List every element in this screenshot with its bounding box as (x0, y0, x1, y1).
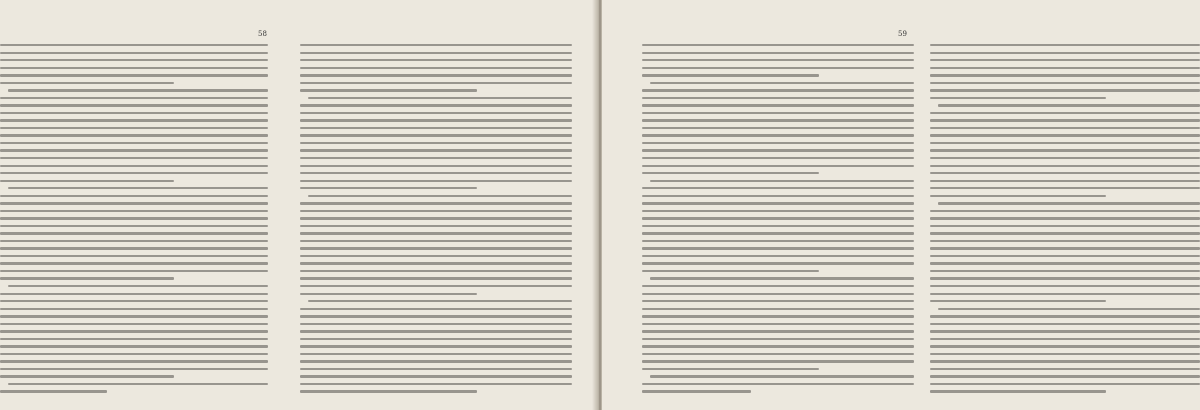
text-line (930, 383, 1200, 385)
text-line (300, 157, 572, 159)
text-line (0, 390, 107, 392)
text-line (930, 390, 1106, 392)
text-line (642, 172, 819, 174)
text-line (930, 142, 1200, 144)
text-line (300, 383, 572, 385)
text-line (300, 149, 572, 151)
text-line (930, 180, 1200, 182)
text-line (0, 277, 174, 279)
text-line (0, 240, 268, 242)
text-line (0, 59, 268, 61)
text-line (0, 270, 268, 272)
text-line (642, 127, 914, 129)
text-line (642, 44, 914, 46)
text-line (642, 338, 914, 340)
text-line (642, 59, 914, 61)
text-line (0, 368, 268, 370)
text-line (930, 67, 1200, 69)
text-line (0, 134, 268, 136)
text-line (8, 89, 268, 91)
text-line (300, 119, 572, 121)
text-line (938, 104, 1200, 106)
text-line (300, 277, 572, 279)
text-line (642, 187, 914, 189)
left-page-column-1 (0, 44, 268, 394)
text-line (930, 172, 1200, 174)
text-line (650, 180, 914, 182)
text-line (930, 187, 1200, 189)
text-line (930, 338, 1200, 340)
text-line (300, 225, 572, 227)
text-line (930, 149, 1200, 151)
text-line (300, 142, 572, 144)
text-line (642, 225, 914, 227)
text-line (642, 104, 914, 106)
text-line (300, 375, 572, 377)
text-line (930, 293, 1200, 295)
text-line (0, 149, 268, 151)
text-line (930, 134, 1200, 136)
text-line (0, 74, 268, 76)
text-line (0, 247, 268, 249)
text-line (930, 119, 1200, 121)
text-line (0, 97, 268, 99)
text-line (300, 368, 572, 370)
right-page-column-2 (930, 44, 1200, 394)
text-line (0, 315, 268, 317)
text-line (300, 82, 572, 84)
text-line (300, 134, 572, 136)
text-line (930, 353, 1200, 355)
text-line (8, 383, 268, 385)
text-line (642, 165, 914, 167)
text-line (0, 165, 268, 167)
text-line (642, 300, 914, 302)
text-line (930, 97, 1106, 99)
text-line (0, 112, 268, 114)
text-line (930, 112, 1200, 114)
text-line (300, 240, 572, 242)
right-page (602, 0, 1200, 410)
text-line (300, 187, 477, 189)
text-line (300, 390, 477, 392)
text-line (642, 195, 914, 197)
text-line (300, 353, 572, 355)
text-line (300, 172, 572, 174)
text-line (300, 315, 572, 317)
text-line (300, 127, 572, 129)
text-line (642, 262, 914, 264)
left-page (0, 0, 598, 410)
text-line (642, 202, 914, 204)
text-line (930, 315, 1200, 317)
right-page-number: 59 (898, 30, 907, 38)
text-line (300, 59, 572, 61)
text-line (300, 180, 572, 182)
text-line (300, 67, 572, 69)
text-line (300, 338, 572, 340)
left-page-number: 58 (258, 30, 267, 38)
text-line (642, 255, 914, 257)
text-line (930, 74, 1200, 76)
left-page-column-2 (300, 44, 572, 394)
text-line (930, 225, 1200, 227)
text-line (642, 119, 914, 121)
text-line (0, 172, 268, 174)
text-line (300, 330, 572, 332)
text-line (0, 157, 268, 159)
text-line (8, 187, 268, 189)
text-line (300, 270, 572, 272)
text-line (642, 270, 819, 272)
text-line (930, 195, 1106, 197)
text-line (930, 345, 1200, 347)
text-line (300, 247, 572, 249)
text-line (930, 240, 1200, 242)
text-line (930, 217, 1200, 219)
right-page-column-1 (642, 44, 914, 394)
text-line (642, 323, 914, 325)
text-line (0, 104, 268, 106)
text-line (0, 375, 174, 377)
text-line (8, 285, 268, 287)
text-line (642, 360, 914, 362)
text-line (0, 323, 268, 325)
text-line (930, 262, 1200, 264)
text-line (930, 89, 1200, 91)
text-line (930, 323, 1200, 325)
text-line (642, 149, 914, 151)
text-line (642, 157, 914, 159)
text-line (930, 375, 1200, 377)
text-line (0, 195, 268, 197)
text-line (308, 195, 572, 197)
text-line (642, 353, 914, 355)
text-line (642, 142, 914, 144)
text-line (308, 300, 572, 302)
text-line (930, 300, 1106, 302)
text-line (0, 52, 268, 54)
text-line (300, 74, 572, 76)
text-line (930, 82, 1200, 84)
text-line (0, 232, 268, 234)
text-line (642, 210, 914, 212)
text-line (0, 255, 268, 257)
text-line (930, 360, 1200, 362)
text-line (300, 285, 572, 287)
text-line (300, 202, 572, 204)
text-line (0, 345, 268, 347)
text-line (930, 270, 1200, 272)
text-line (300, 112, 572, 114)
text-line (300, 255, 572, 257)
text-line (930, 52, 1200, 54)
text-line (642, 247, 914, 249)
text-line (642, 240, 914, 242)
text-line (642, 330, 914, 332)
text-line (0, 119, 268, 121)
text-line (642, 285, 914, 287)
text-line (0, 44, 268, 46)
text-line (930, 44, 1200, 46)
text-line (642, 232, 914, 234)
text-line (642, 345, 914, 347)
text-line (0, 67, 268, 69)
text-line (300, 293, 477, 295)
text-line (300, 104, 572, 106)
text-line (0, 217, 268, 219)
text-line (300, 89, 477, 91)
text-line (642, 315, 914, 317)
text-line (0, 293, 268, 295)
text-line (300, 217, 572, 219)
text-line (930, 330, 1200, 332)
text-line (930, 368, 1200, 370)
text-line (300, 44, 572, 46)
text-line (642, 67, 914, 69)
text-line (0, 360, 268, 362)
text-line (0, 262, 268, 264)
text-line (0, 142, 268, 144)
text-line (300, 165, 572, 167)
text-line (642, 368, 819, 370)
text-line (0, 210, 268, 212)
text-line (642, 52, 914, 54)
text-line (0, 308, 268, 310)
text-line (0, 338, 268, 340)
text-line (300, 323, 572, 325)
text-line (642, 112, 914, 114)
text-line (0, 300, 268, 302)
text-line (938, 202, 1200, 204)
text-line (300, 52, 572, 54)
text-line (0, 82, 174, 84)
text-line (642, 308, 914, 310)
text-line (0, 180, 174, 182)
text-line (0, 127, 268, 129)
text-line (642, 217, 914, 219)
text-line (930, 232, 1200, 234)
text-line (642, 383, 914, 385)
text-line (930, 127, 1200, 129)
text-line (650, 375, 914, 377)
text-line (642, 390, 751, 392)
text-line (0, 202, 268, 204)
text-line (642, 293, 914, 295)
text-line (642, 74, 819, 76)
text-line (300, 232, 572, 234)
text-line (308, 97, 572, 99)
text-line (300, 308, 572, 310)
text-line (930, 210, 1200, 212)
text-line (930, 247, 1200, 249)
text-line (650, 82, 914, 84)
text-line (642, 89, 914, 91)
text-line (650, 277, 914, 279)
text-line (0, 225, 268, 227)
text-line (930, 285, 1200, 287)
text-line (300, 262, 572, 264)
text-line (300, 360, 572, 362)
text-line (642, 134, 914, 136)
text-line (930, 277, 1200, 279)
text-line (938, 308, 1200, 310)
text-line (642, 97, 914, 99)
text-line (930, 165, 1200, 167)
text-line (300, 210, 572, 212)
text-line (0, 330, 268, 332)
text-line (930, 157, 1200, 159)
text-line (300, 345, 572, 347)
text-line (930, 59, 1200, 61)
text-line (930, 255, 1200, 257)
text-line (0, 353, 268, 355)
